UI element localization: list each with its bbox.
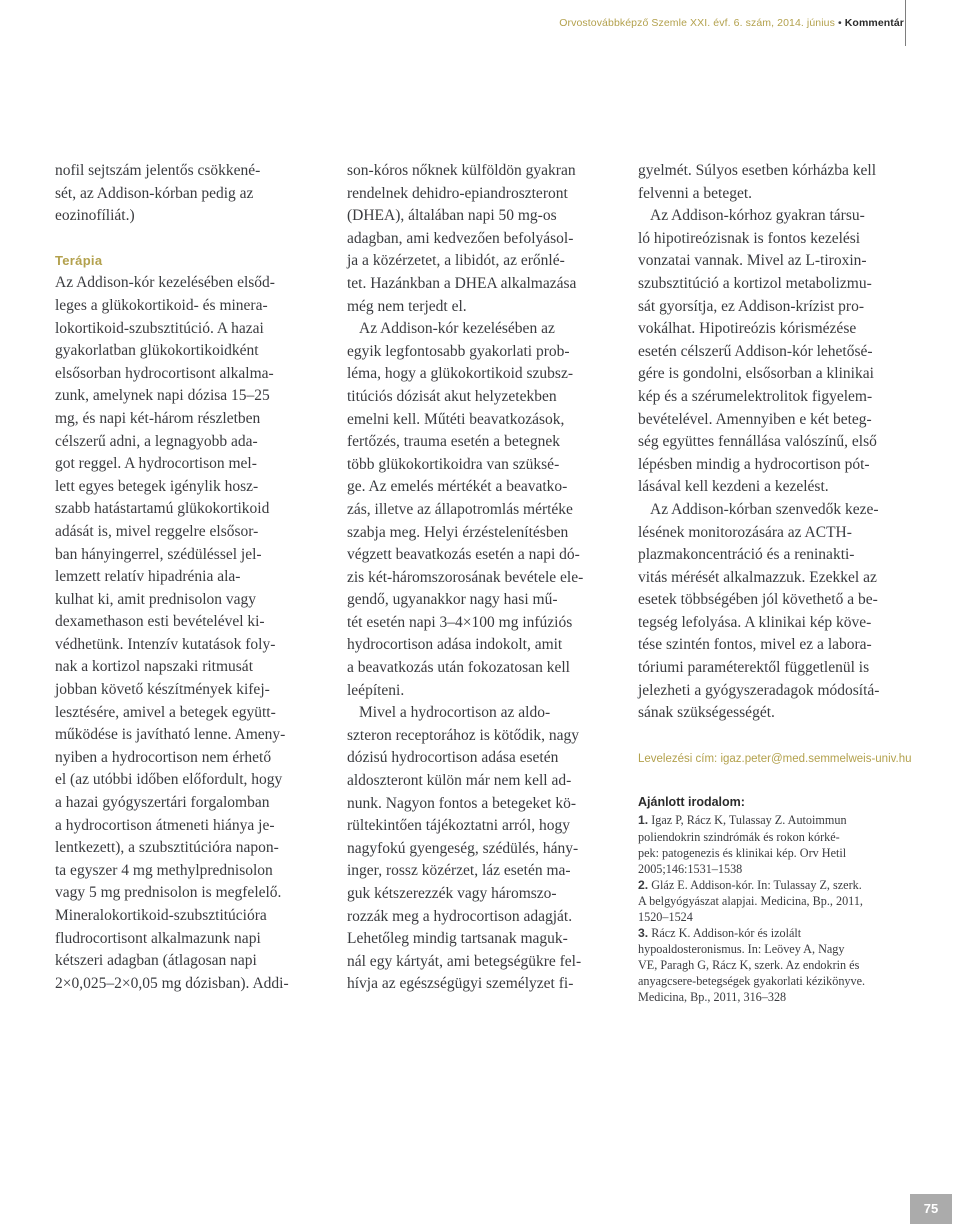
text-line: nál egy kártyát, ami betegségükre fel- — [347, 952, 582, 970]
text-line: titúciós dózisát akut helyzetekben — [347, 387, 557, 405]
text-line: Mineralokortikoid-szubsztitúcióra — [55, 907, 267, 924]
text-line: gendő, ugyanakkor nagy hasi mű- — [347, 591, 558, 609]
text-line: fertőzés, trauma esetén a betegnek — [347, 433, 561, 451]
text-line: zás, illetve az állapotromlás mértéke — [347, 500, 573, 518]
text-line: el (az utóbbi időben előfordult, hogy — [55, 771, 283, 789]
text-line: vonzatai vannak. Mivel az L-tiroxin- — [638, 252, 867, 270]
text-line: kétszeri adagban (átlagosan napi — [55, 952, 257, 970]
text-line: esetek többségében jól követhető a be- — [638, 591, 878, 609]
page-number: 75 — [910, 1194, 952, 1224]
text-line: ja a közérzetet, a libidót, az erőnlé- — [347, 252, 565, 270]
references-title: Ajánlott irodalom: — [638, 795, 745, 810]
reference-line: A belgyógyászat alapjai. Medicina, Bp., 2011, — [638, 893, 863, 908]
text-line: Az Addison-kórban szenvedők keze- — [650, 500, 879, 518]
text-line: nyiben a hydrocortison nem érhető — [55, 748, 272, 766]
section-name: Kommentár — [844, 17, 904, 29]
text-line: lokortikoid-szubsztitúció. A hazai — [55, 319, 264, 337]
header-bullet: • — [837, 17, 842, 29]
text-line: lépésben mindig a hydrocortison pót- — [638, 455, 870, 473]
text-line: eozinofíliát.) — [55, 207, 135, 225]
reference-item — [638, 925, 906, 1005]
text-line: még nem terjedt el. — [347, 297, 467, 315]
text-line: nagyfokú gyengeség, szédülés, hány- — [347, 839, 579, 857]
text-line: tóriumi paraméterektől függetlenül is — [638, 659, 870, 677]
reference-number: 3. — [638, 926, 649, 941]
text-line: Az Addison-kórhoz gyakran társu- — [650, 207, 865, 225]
text-line: mg, és napi két-három részletben — [55, 409, 261, 427]
text-line: sét, az Addison-kórban pedig az — [55, 184, 254, 202]
text-line: emelni kell. Műtéti beavatkozások, — [347, 410, 565, 428]
text-line: lásával kell kezdeni a kezelést. — [638, 478, 829, 496]
text-line: lésének monitorozására az ACTH- — [638, 523, 852, 541]
text-line: Az Addison-kór kezelésében elsőd- — [55, 274, 275, 292]
text-line: fludrocortisont alkalmazunk napi — [55, 929, 261, 947]
text-line: tése szintén fontos, mivel ez a labora- — [638, 636, 872, 654]
text-line: aldoszteront külön már nem kell ad- — [347, 772, 572, 790]
text-line: működése is javítható lenne. Ameny- — [55, 726, 286, 744]
paragraph — [347, 702, 609, 996]
reference-line: 1520–1524 — [638, 910, 693, 924]
reference-line: hypoaldosteronismus. In: Leövey A, Nagy — [638, 942, 845, 957]
text-line: adagban, ami kedvezően befolyásol- — [347, 229, 574, 247]
text-line: jobban követő készítmények kifej- — [55, 681, 270, 699]
text-line: végzett beavatkozás esetén a napi dó- — [347, 546, 580, 564]
text-line: sát gyorsítja, ez Addison-krízist pro- — [638, 297, 864, 315]
text-line: jelezheti a gyógyszeradagok módosítá- — [638, 681, 880, 699]
text-line: lemzett relatív hipadrénia ala- — [55, 568, 241, 586]
text-line: ban hányingerrel, szédüléssel jel- — [55, 545, 262, 563]
text-line: ta egyszer 4 mg methylprednisolon — [55, 861, 273, 879]
text-line: hydrocortison adása indokolt, amit — [347, 636, 563, 654]
text-line: célszerű adni, a legnagyobb ada- — [55, 432, 258, 450]
text-line: guk kétszerezzék vagy háromszo- — [347, 885, 557, 902]
text-line: ló hipotireózisnak is fontos kezelési — [638, 229, 861, 247]
text-line: zis két-háromszorosának bevétele ele- — [347, 568, 584, 586]
text-line: lesztésére, amivel a betegek együtt- — [55, 703, 276, 721]
text-line: a hazai gyógyszertári forgalomban — [55, 794, 270, 812]
text-line: felvenni a beteget. — [638, 184, 753, 202]
text-line: nofil sejtszám jelentős csökkené- — [55, 162, 261, 179]
text-line: lett egyes betegek igénylik hosz- — [55, 477, 259, 495]
text-line: son-kóros nőknek külföldön gyakran — [347, 162, 576, 179]
text-line: tegség lefolyása. A klinikai kép köve- — [638, 613, 872, 631]
text-line: vokálhat. Hipotireózis kórismézése — [638, 320, 857, 338]
paragraph — [347, 160, 609, 318]
paragraph — [638, 205, 906, 499]
text-line: esetén célszerű Addison-kór lehetősé- — [638, 342, 873, 360]
text-line: tet. Hazánkban a DHEA alkalmazása — [347, 274, 577, 292]
text-line: szubsztitúció a kortizol metabolizmu- — [638, 274, 872, 292]
reference-line: anyagcsere-betegségek gyakorlati kézikönyve. — [638, 974, 866, 989]
text-line: rültekintően tájékoztatni arról, hogy — [347, 817, 570, 835]
text-line: sának szükségességét. — [638, 704, 775, 722]
text-line: Lehetőleg mindig tartsanak maguk- — [347, 930, 568, 948]
text-line: szabja meg. Helyi érzéstelenítésben — [347, 523, 569, 541]
text-line: plazmakoncentráció és a reninakti- — [638, 546, 855, 564]
text-line: leépíteni. — [347, 681, 405, 699]
paragraph — [347, 318, 609, 702]
running-header — [559, 17, 904, 29]
text-line: ség együttes fennállása valószínű, első — [638, 433, 877, 451]
text-line: bevételével. Amennyiben e két beteg- — [638, 410, 872, 428]
text-line: ge. Az emelés mértékét a beavatko- — [347, 478, 568, 496]
reference-line: poliendokrin szindrómák és rokon kórké- — [638, 829, 840, 844]
text-line: lentkezett), a szubsztitúcióra napon- — [55, 839, 279, 857]
text-line: kép és a szérumelektrolitok figyelem- — [638, 387, 873, 405]
text-line: szteron receptorához is kötődik, nagy — [347, 726, 579, 744]
text-line: hívja az egészségügyi személyzet fi- — [347, 975, 574, 993]
text-line: zunk, amelynek napi dózisa 15–25 — [55, 387, 270, 405]
reference-line: Medicina, Bp., 2011, 316–328 — [638, 990, 787, 1005]
text-line: rendelnek dehidro-epiandroszteront — [347, 184, 568, 202]
references-list — [638, 812, 906, 1005]
text-line: gyakorlatban glükokortikoidként — [55, 342, 259, 360]
text-line: leges a glükokortikoid- és minera- — [55, 296, 268, 314]
text-line: a hydrocortison átmeneti hiánya je- — [55, 816, 275, 834]
text-line: a beavatkozás után fokozatosan kell — [347, 659, 570, 677]
text-line: szabb hatástartamú glükokortikoid — [55, 500, 270, 518]
reference-line: Gláz E. Addison-kór. In: Tulassay Z, szerk. — [651, 877, 862, 892]
text-line: gyelmét. Súlyos esetben kórházba kell — [638, 162, 877, 179]
reference-line: VE, Paragh G, Rácz K, szerk. Az endokrin és — [638, 958, 860, 973]
correspondence-address: Levelezési cím: igaz.peter@med.semmelweis-univ.hu — [638, 752, 912, 765]
text-line: dexamethason esti bevételével ki- — [55, 613, 265, 631]
text-line: Mivel a hydrocortison az aldo- — [359, 704, 551, 722]
header-rule — [905, 0, 906, 46]
text-line: inger, rossz közérzet, láz esetén ma- — [347, 862, 571, 880]
text-line: nak a kortizol napszaki ritmusát — [55, 658, 253, 676]
text-line: got reggel. A hydrocortison mel- — [55, 455, 257, 473]
paragraph-gap — [55, 228, 317, 250]
column-1 — [55, 160, 317, 995]
column-2 — [347, 160, 609, 996]
reference-line: 2005;146:1531–1538 — [638, 861, 743, 876]
paragraph — [638, 160, 906, 205]
text-line: nunk. Nagyon fontos a betegeket kö- — [347, 794, 576, 812]
text-line: rozzák meg a hydrocortison adagját. — [347, 907, 573, 925]
text-line: adását is, mivel reggelre elsősor- — [55, 522, 259, 540]
paragraph — [638, 499, 906, 725]
reference-item — [638, 812, 906, 876]
text-line: (DHEA), általában napi 50 mg-os — [347, 207, 557, 225]
reference-item — [638, 877, 906, 925]
text-line: gére is gondolni, elsősorban a klinikai — [638, 365, 874, 383]
text-line: egyik legfontosabb gyakorlati prob- — [347, 342, 570, 360]
text-line: léma, hogy a glükokortikoid szubsz- — [347, 365, 573, 383]
text-line: Az Addison-kór kezelésében az — [359, 320, 555, 338]
journal-citation: Orvostovábbképző Szemle XXI. évf. 6. szám, 2014. június — [559, 17, 835, 29]
reference-line: Igaz P, Rácz K, Tulassay Z. Autoimmun — [651, 813, 847, 828]
reference-line: Rácz K. Addison-kór és izolált — [651, 926, 802, 941]
text-line: vitás mérését alkalmazzuk. Ezekkel az — [638, 568, 877, 586]
text-line: vagy 5 mg prednisolon is megfelelő. — [55, 884, 282, 902]
reference-number: 2. — [638, 877, 649, 892]
text-line: tét esetén napi 3–4×100 mg infúziós — [347, 613, 573, 631]
reference-line: pek: patogenezis és klinikai kép. Orv Hetil — [638, 845, 847, 860]
text-line: dózisú hydrocortison adása esetén — [347, 749, 559, 767]
text-line: elsősorban hydrocortisont alkalma- — [55, 364, 274, 382]
text-line: védhetünk. Intenzív kutatások foly- — [55, 635, 276, 653]
column1-body — [55, 272, 317, 995]
column-3 — [638, 160, 912, 1006]
text-line: kulhat ki, amit prednisolon vagy — [55, 590, 257, 608]
column1-intro — [55, 160, 317, 228]
text-line: 2×0,025–2×0,05 mg dózisban). Addi- — [55, 974, 289, 992]
section-heading-terapia: Terápia — [55, 252, 103, 268]
text-line: több glükokortikoidra van szüksé- — [347, 455, 560, 473]
reference-number: 1. — [638, 813, 649, 828]
